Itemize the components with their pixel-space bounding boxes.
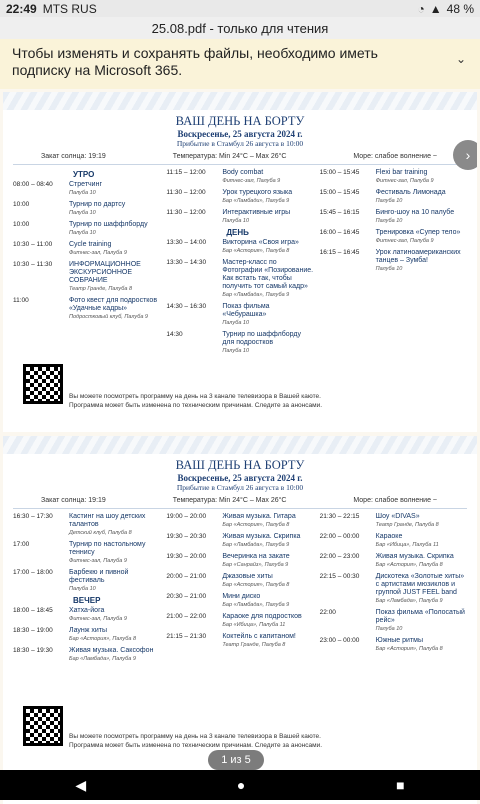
event-name: Шоу «DIVAS» <box>375 513 420 520</box>
page-indicator: 1 из 5 <box>208 750 264 770</box>
page-title: ВАШ ДЕНЬ НА БОРТУ <box>175 458 305 472</box>
event-name: Показ фильма «Полосатый рейс» <box>375 609 465 624</box>
event-row <box>320 553 467 569</box>
event-name: Body combat <box>222 169 264 176</box>
event-name: Караоке для подростков <box>222 613 302 620</box>
event-name: Живая музыка. Саксофон <box>69 647 154 654</box>
section-heading: ДЕНЬ <box>226 228 249 237</box>
event-row <box>166 533 313 549</box>
recents-icon[interactable]: ■ <box>396 777 405 793</box>
event-location: Театр Гранде, Палуба 8 <box>375 522 439 528</box>
event-name: Лаунж хиты <box>69 627 108 634</box>
event-row <box>166 239 313 255</box>
event-time: 16:15 – 16:45 <box>319 249 360 256</box>
event-name: Дискотека «Золотые хиты» с артистами мюзиклов и группой JUST FEEL band <box>375 573 465 596</box>
event-time: 17:00 – 18:00 <box>13 569 53 576</box>
event-row <box>320 573 467 605</box>
event-name: Показ фильма «Чебурашка» <box>222 303 270 318</box>
event-row <box>320 189 467 205</box>
event-location: Бар «Ибица», Палуба 11 <box>375 542 439 548</box>
event-name: Джазовые хиты <box>222 573 273 580</box>
event-location: Палуба 10 <box>222 320 250 326</box>
event-row <box>320 229 467 245</box>
event-location: Бар «Ламбада», Палуба 9 <box>222 292 290 298</box>
event-location: Бар «Ламбади», Палуба 9 <box>222 198 290 204</box>
event-location: Палуба 10 <box>375 626 403 632</box>
signal-icon: ▲ <box>429 1 442 16</box>
event-time: 19:30 – 20:30 <box>166 533 207 540</box>
event-time: 16:30 – 17:30 <box>13 513 53 520</box>
event-row <box>320 169 467 185</box>
event-row <box>166 593 313 609</box>
event-row <box>320 637 467 653</box>
schedule-columns <box>3 509 477 667</box>
sunset: Закат солнца: 19:19 <box>41 153 106 160</box>
event-row <box>166 259 313 299</box>
back-icon[interactable]: ◀ <box>75 776 87 793</box>
qr-code <box>23 706 63 746</box>
event-location: Бар «Астория», Палуба 8 <box>222 248 290 254</box>
event-row <box>320 533 467 549</box>
page-date: Воскресенье, 25 августа 2024 г. <box>177 129 303 139</box>
event-name: Живая музыка. Скрипка <box>222 533 301 540</box>
event-time: 21:00 – 22:00 <box>166 613 207 620</box>
event-row <box>320 209 467 225</box>
event-name: Викторина «Своя игра» <box>222 239 299 246</box>
event-name: Урок турецкого языка <box>222 189 293 196</box>
event-row <box>13 569 160 593</box>
footnote-changes: Программа может быть изменена по техническим причинам. Следите за анонсами. <box>69 742 323 749</box>
event-location: Палуба 10 <box>69 230 96 236</box>
event-location: Детский клуб, Палуба 8 <box>69 530 132 536</box>
arrival-info: Прибытие в Стамбул 26 августа в 10:00 <box>176 139 304 148</box>
event-time: 16:00 – 16:45 <box>319 229 360 236</box>
sea-state: Море: слабое волнение ~ <box>353 497 437 504</box>
event-time: 10:00 <box>13 201 30 208</box>
event-location: Палуба 10 <box>69 586 96 592</box>
temperature: Температура: Min 24°C – Max 26°C <box>172 497 287 504</box>
event-location: Бар «Ибица», Палуба 11 <box>222 622 286 628</box>
event-location: Палуба 10 <box>69 190 96 196</box>
event-row <box>320 609 467 633</box>
event-row <box>166 553 313 569</box>
nav-bar <box>0 770 480 800</box>
event-time: 15:45 – 16:15 <box>319 209 360 216</box>
event-row <box>166 303 313 327</box>
subscription-notice: Чтобы изменять и сохранять файлы, необходимо иметь подписку на Microsoft 365. <box>12 45 378 78</box>
event-location: Бар «Астория», Палуба 8 <box>222 582 290 588</box>
event-row <box>13 607 160 623</box>
battery-level: 48 % <box>446 1 474 16</box>
event-time: 18:30 – 19:00 <box>13 627 53 634</box>
event-row <box>13 627 160 643</box>
event-name: Караоке <box>375 533 403 540</box>
event-time: 23:00 – 00:00 <box>319 637 360 644</box>
more-icon[interactable]: › <box>453 140 477 170</box>
event-name: Тренировка «Супер тело» <box>375 229 461 236</box>
weather-line <box>13 148 467 165</box>
event-time: 11:15 – 12:00 <box>166 169 206 176</box>
event-location: Театр Гранде, Палуба 8 <box>222 642 286 648</box>
event-name: Барбекю и пивной фестиваль <box>69 569 129 584</box>
event-time: 11:00 <box>13 297 29 304</box>
event-location: Палуба 10 <box>222 218 250 224</box>
event-name: Мастер-класс по Фотографии «Позирование. Как встать так, чтобы получить тот самый кадр» <box>222 259 314 290</box>
event-location: Фитнес-зал, Палуба 9 <box>69 616 127 622</box>
event-name: Живая музыка. Скрипка <box>375 553 454 560</box>
event-time: 20:00 – 21:00 <box>166 573 207 580</box>
event-row <box>320 249 467 273</box>
event-time: 18:30 – 19:30 <box>13 647 53 654</box>
event-time: 22:00 – 23:00 <box>319 553 360 560</box>
chevron-down-icon[interactable]: ⌄ <box>455 52 466 66</box>
event-location: Бар «Астория», Палуба 8 <box>375 646 443 652</box>
schedule-column <box>320 513 467 667</box>
event-time: 19:30 – 20:00 <box>166 553 207 560</box>
event-time: 19:00 – 20:00 <box>166 513 207 520</box>
arrival-info: Прибытие в Стамбул 26 августа в 10:00 <box>176 483 304 492</box>
event-time: 20:30 – 21:00 <box>166 593 207 600</box>
footnote <box>69 732 322 750</box>
event-row <box>166 209 313 225</box>
event-location: Фитнес-зал, Палуба 9 <box>222 178 281 184</box>
event-time: 08:00 – 08:40 <box>13 181 53 188</box>
event-time: 10:30 – 11:00 <box>13 241 53 248</box>
event-name: Фестиваль Лимонада <box>375 189 446 196</box>
event-location: Бар «Астория», Палуба 8 <box>69 636 137 642</box>
wave-header <box>3 436 477 454</box>
event-time: 22:00 – 00:00 <box>319 533 360 540</box>
home-icon[interactable]: ● <box>236 777 246 793</box>
event-name: Бинго-шоу на 10 палубе <box>375 209 455 216</box>
event-time: 13:30 – 14:00 <box>166 239 207 246</box>
event-row <box>166 513 313 529</box>
event-row <box>13 181 160 197</box>
event-time: 10:30 – 11:30 <box>13 261 53 268</box>
event-time: 17:00 <box>13 541 30 548</box>
event-time: 15:00 – 15:45 <box>319 169 360 176</box>
qr-code <box>23 364 63 404</box>
event-name: Стретчинг <box>69 181 102 188</box>
event-row <box>166 633 313 649</box>
section-heading: ВЕЧЕР <box>73 596 101 605</box>
event-row <box>166 169 313 185</box>
event-location: Палуба 10 <box>69 210 96 216</box>
status-bar <box>0 0 480 17</box>
event-location: Бар «Астория», Палуба 8 <box>375 562 443 568</box>
event-time: 21:15 – 21:30 <box>166 633 207 640</box>
page-date: Воскресенье, 25 августа 2024 г. <box>177 473 303 483</box>
event-name: Хатха-йога <box>69 607 105 614</box>
event-name: Турнир по шаффлборду <box>69 221 148 228</box>
weather-line <box>13 492 467 509</box>
event-row <box>13 513 160 537</box>
event-row <box>13 261 160 293</box>
event-name: Вечеринка на закате <box>222 553 290 560</box>
pdf-page-1 <box>3 92 477 432</box>
event-name: Живая музыка. Гитара <box>222 513 296 520</box>
wifi-icon: ◔ <box>417 1 425 16</box>
schedule-column <box>13 513 160 667</box>
event-time: 14:30 <box>166 331 183 338</box>
event-row <box>13 201 160 217</box>
event-location: Палуба 10 <box>375 198 403 204</box>
footnote-tv: Вы можете посмотреть программу на день на 3 канале телевизора в Вашей каюте. <box>69 733 321 740</box>
event-name: Коктейль с капитаном! <box>222 633 296 640</box>
event-location: Палуба 10 <box>375 266 403 272</box>
clock: 22:49 <box>6 1 37 16</box>
event-location: Подростковый клуб, Палуба 9 <box>69 314 148 320</box>
event-name: Flexi bar training <box>375 169 428 176</box>
event-name: ИНФОРМАЦИОННОЕ ЭКСКУРСИОННОЕ СОБРАНИЕ <box>69 261 141 284</box>
event-location: Бар «Санрайз», Палуба 9 <box>222 562 289 568</box>
event-location: Бар «Ламбада», Палуба 9 <box>222 602 290 608</box>
event-row <box>13 241 160 257</box>
footnote-tv: Вы можете посмотреть программу на день на 3 канале телевизора в Вашей каюте. <box>69 393 321 400</box>
event-location: Театр Гранде, Палуба 8 <box>69 286 133 292</box>
event-name: Турнир по настольному теннису <box>69 541 146 556</box>
event-time: 11:30 – 12:00 <box>166 189 206 196</box>
event-location: Фитнес-зал, Палуба 9 <box>69 250 127 256</box>
document-title: 25.08.pdf - только для чтения <box>0 17 480 39</box>
event-time: 14:30 – 16:30 <box>166 303 207 310</box>
event-location: Бар «Ламбада», Палуба 9 <box>375 598 443 604</box>
event-row <box>166 331 313 355</box>
event-time: 21:30 – 22:15 <box>319 513 360 520</box>
carrier: MTS RUS <box>42 1 97 16</box>
event-location: Палуба 10 <box>375 218 403 224</box>
event-time: 13:30 – 14:30 <box>166 259 207 266</box>
schedule-column <box>13 169 160 359</box>
sea-state: Море: слабое волнение ~ <box>353 153 437 160</box>
event-time: 11:30 – 12:00 <box>166 209 206 216</box>
event-time: 22:00 <box>319 609 336 616</box>
event-location: Фитнес-зал, Палуба 9 <box>69 558 127 564</box>
event-row <box>166 573 313 589</box>
event-location: Палуба 10 <box>222 348 250 354</box>
schedule-columns <box>3 165 477 359</box>
event-time: 18:00 – 18:45 <box>13 607 53 614</box>
event-time: 15:00 – 15:45 <box>319 189 360 196</box>
event-name: Турнир по дартсу <box>69 201 126 208</box>
pdf-page-2 <box>3 436 477 804</box>
page-title: ВАШ ДЕНЬ НА БОРТУ <box>175 114 305 128</box>
event-name: Урок латиноамериканских танцев – Зумба! <box>375 249 461 264</box>
section-heading: УТРО <box>73 170 95 179</box>
sunset: Закат солнца: 19:19 <box>41 497 106 504</box>
footnote-changes: Программа может быть изменена по техническим причинам. Следите за анонсами. <box>69 402 323 409</box>
event-row <box>13 297 160 321</box>
event-location: Фитнес-зал, Палуба 9 <box>375 238 434 244</box>
event-name: Cycle training <box>69 241 112 248</box>
event-location: Бар «Ламбада», Палуба 9 <box>69 656 136 662</box>
event-row <box>166 189 313 205</box>
event-name: Интерактивные игры <box>222 209 291 216</box>
event-row <box>13 221 160 237</box>
event-time: 22:15 – 00:30 <box>319 573 360 580</box>
schedule-column <box>166 169 313 359</box>
footnote <box>69 392 322 410</box>
event-row <box>13 647 160 663</box>
event-location: Бар «Ламбада», Палуба 9 <box>222 542 290 548</box>
event-location: Фитнес-зал, Палуба 9 <box>375 178 434 184</box>
event-name: Мини диско <box>222 593 261 600</box>
schedule-column <box>166 513 313 667</box>
temperature: Температура: Min 24°C – Max 26°C <box>172 153 287 160</box>
event-name: Южные ритмы <box>375 637 423 644</box>
event-row <box>320 513 467 529</box>
event-name: Турнир по шаффлборду для подростков <box>222 331 301 346</box>
event-row <box>13 541 160 565</box>
event-row <box>166 613 313 629</box>
wave-header <box>3 92 477 110</box>
event-name: Кастинг на шоу детских талантов <box>69 513 146 528</box>
schedule-column <box>320 169 467 359</box>
event-name: Фото квест для подростков «Удачные кадры» <box>69 297 158 312</box>
event-time: 10:00 <box>13 221 30 228</box>
event-location: Бар «Астория», Палуба 8 <box>222 522 290 528</box>
subscription-banner <box>0 39 480 89</box>
